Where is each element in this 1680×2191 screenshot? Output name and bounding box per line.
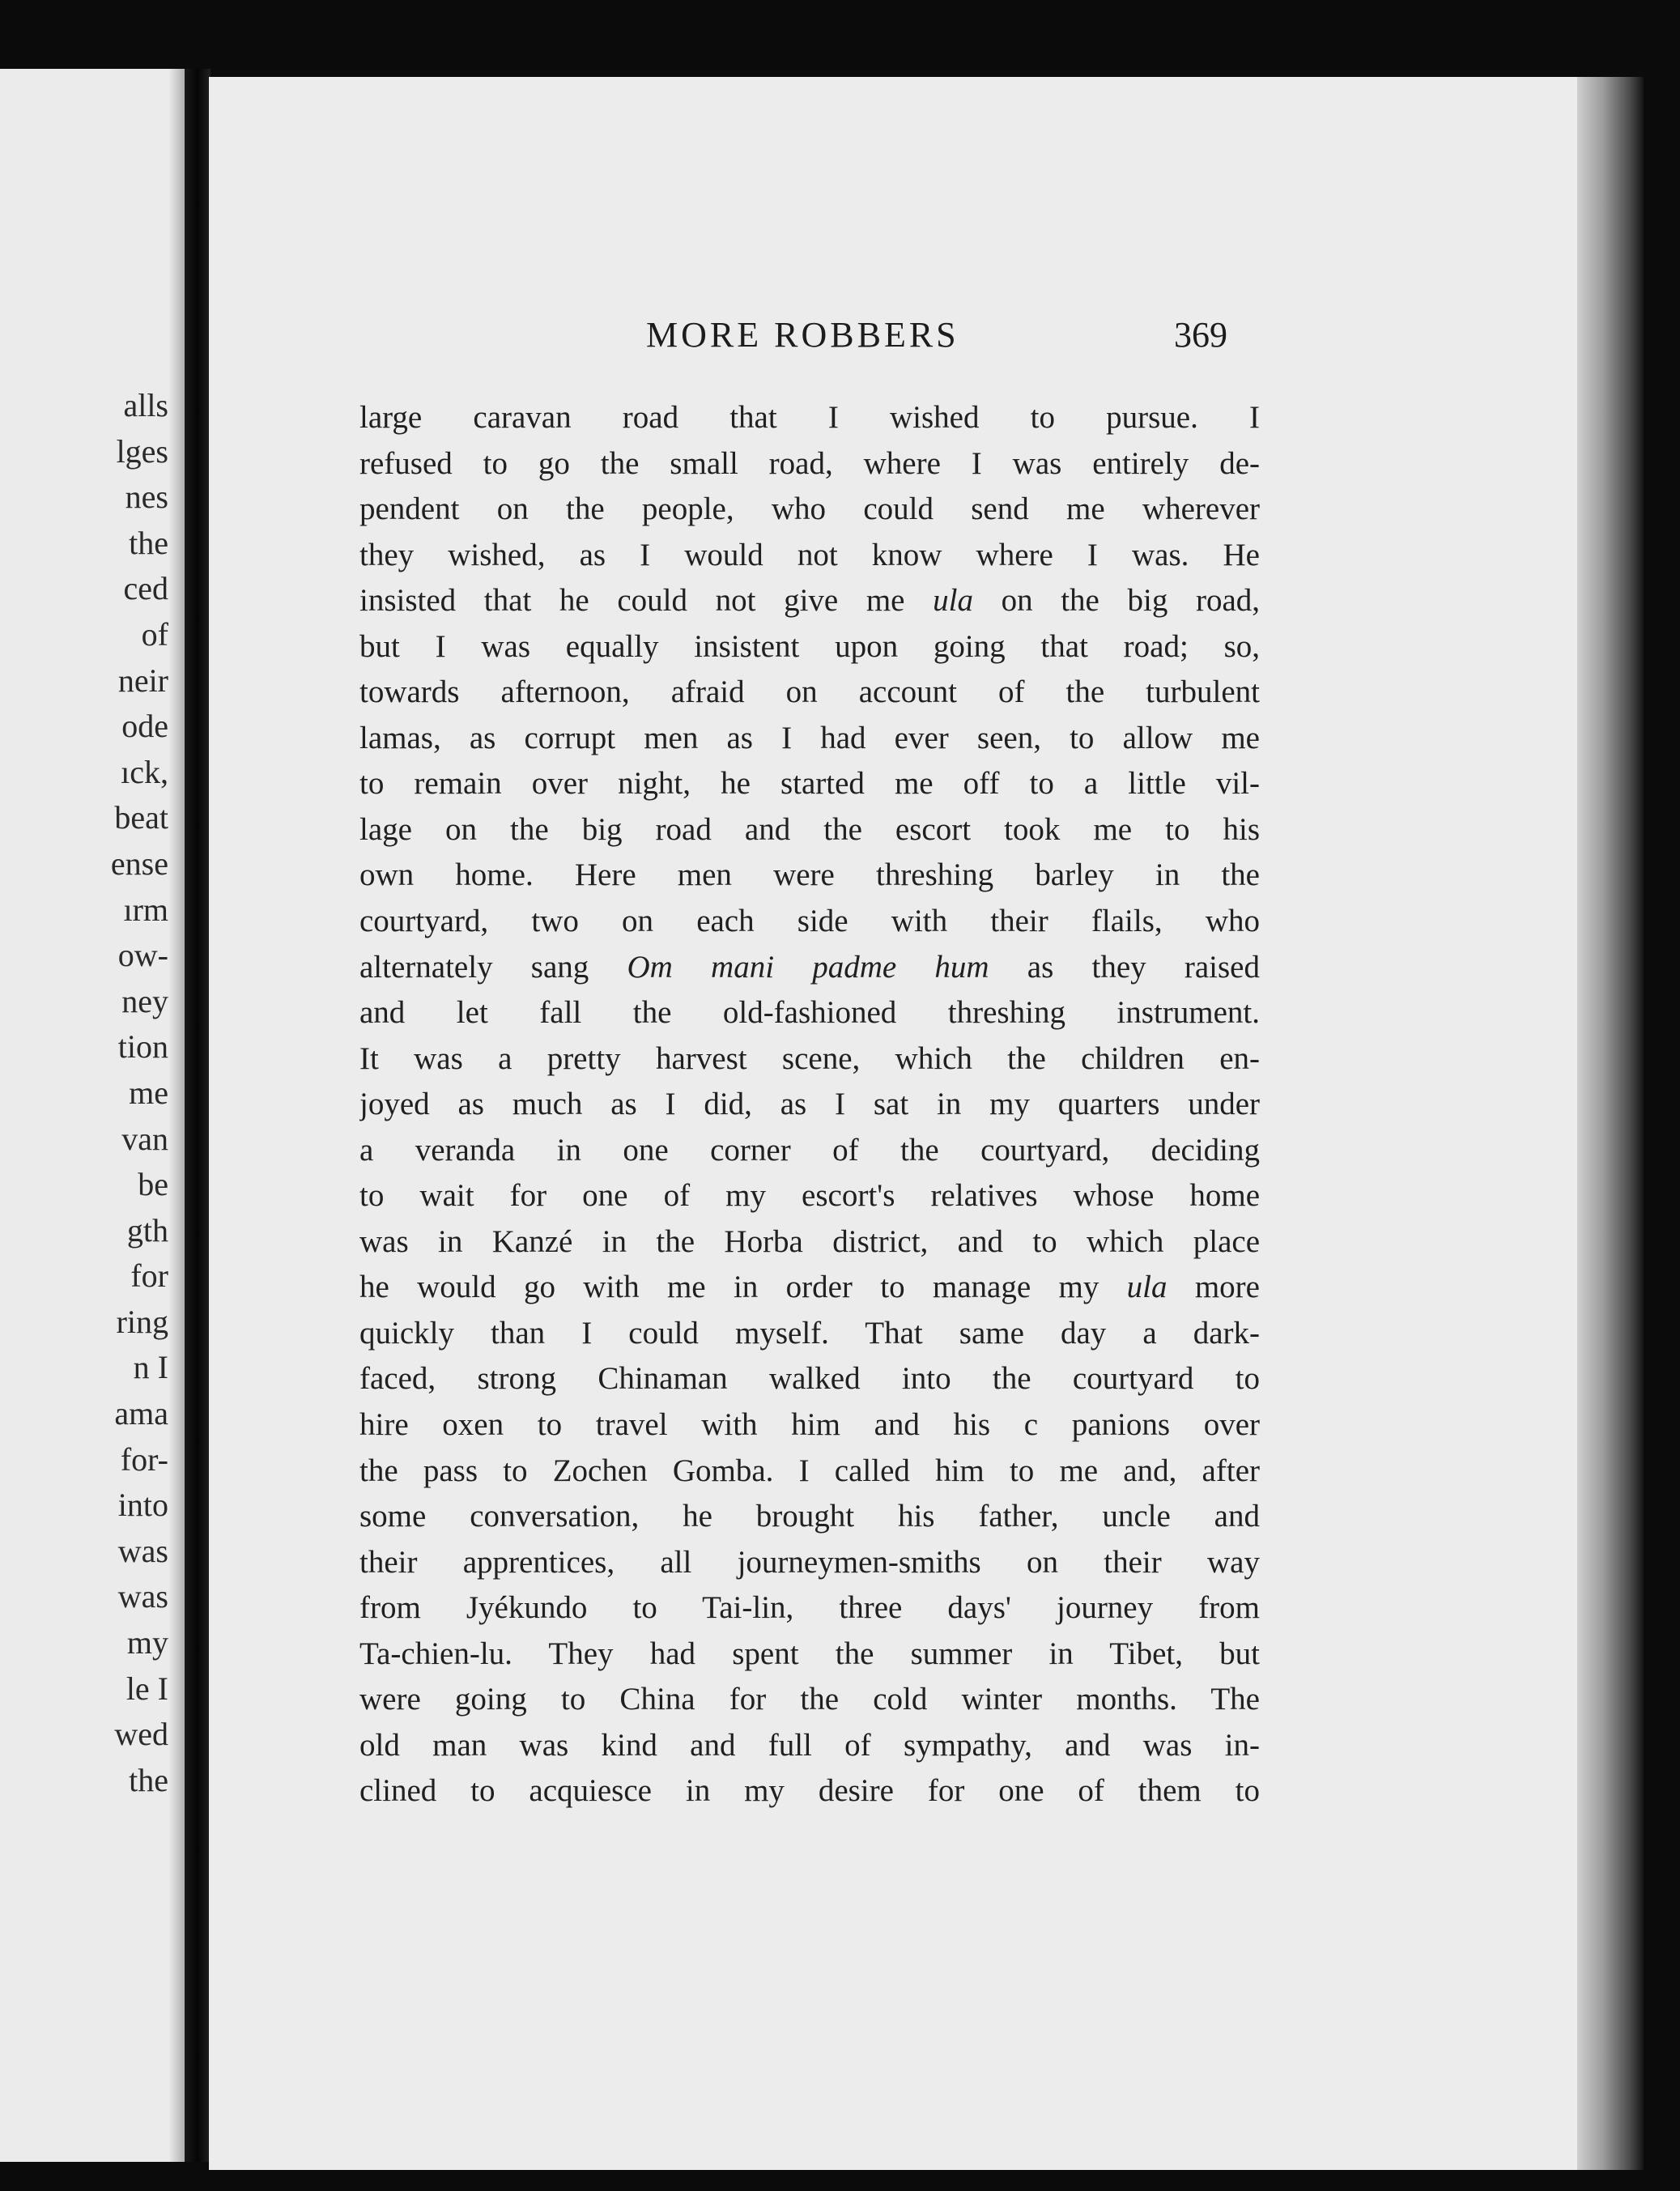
page-edge-stack bbox=[1577, 77, 1644, 2170]
text-line: they wished, as I would not know where I was. He bbox=[359, 537, 1260, 572]
left-fragment-line: was bbox=[117, 1578, 168, 1615]
page-number: 369 bbox=[1174, 315, 1227, 355]
left-fragment-line: the bbox=[129, 1761, 168, 1798]
text-line: pendent on the people, who could send me wherever bbox=[359, 491, 1260, 527]
text-line: and let fall the old-fashioned threshing instrument. bbox=[359, 995, 1260, 1031]
text-line: alternately sang Om mani padme hum as they raised bbox=[359, 949, 1260, 985]
text-line: hire oxen to travel with him and his c panions over bbox=[359, 1407, 1260, 1443]
text-line: lage on the big road and the escort took me to his bbox=[359, 811, 1260, 847]
text-line: courtyard, two on each side with their flails, who bbox=[359, 904, 1260, 939]
text-line: he would go with me in order to manage my ula more bbox=[359, 1270, 1260, 1305]
text-line: their apprentices, all journeymen-smiths on their way bbox=[359, 1544, 1260, 1580]
running-head-title: MORE ROBBERS bbox=[646, 315, 959, 355]
left-fragment-line: ow- bbox=[117, 937, 168, 974]
left-fragment-line: ring bbox=[116, 1303, 168, 1340]
text-line: to remain over night, he started me off to a little vil- bbox=[359, 766, 1260, 802]
left-fragment-line: ced bbox=[123, 570, 168, 607]
text-line: large caravan road that I wished to pursue. I bbox=[359, 400, 1260, 435]
text-line: clined to acquiesce in my desire for one of them to bbox=[359, 1773, 1260, 1809]
left-fragment-line: ıck, bbox=[121, 753, 168, 790]
left-fragment-line: le I bbox=[125, 1670, 168, 1707]
text-line: quickly than I could myself. That same day a dark- bbox=[359, 1315, 1260, 1351]
text-line: It was a pretty harvest scene, which the children en- bbox=[359, 1040, 1260, 1076]
text-line: but I was equally insistent upon going that road; so, bbox=[359, 628, 1260, 664]
left-fragment-line: for- bbox=[120, 1440, 168, 1478]
text-line: to wait for one of my escort's relatives whose home bbox=[359, 1178, 1260, 1214]
text-line: joyed as much as I did, as I sat in my quarters under bbox=[359, 1087, 1260, 1122]
left-fragment-line: be bbox=[138, 1166, 168, 1203]
left-fragment-line: me bbox=[129, 1074, 168, 1111]
body-text bbox=[359, 395, 1260, 1814]
left-fragment-line: beat bbox=[114, 799, 168, 836]
left-fragment-line: for bbox=[130, 1257, 168, 1295]
left-fragment-line: was bbox=[117, 1532, 168, 1569]
left-fragment-line: into bbox=[117, 1487, 168, 1524]
left-fragment-line: van bbox=[121, 1120, 168, 1157]
text-line: towards afternoon, afraid on account of the turbulent bbox=[359, 674, 1260, 710]
left-page-text-fragments bbox=[111, 383, 168, 1803]
text-line: was in Kanzé in the Horba district, and to which place bbox=[359, 1223, 1260, 1259]
left-fragment-line: gth bbox=[126, 1211, 168, 1249]
text-line: some conversation, he brought his father, uncle and bbox=[359, 1499, 1260, 1534]
left-fragment-line: ırm bbox=[123, 891, 168, 928]
left-fragment-line: lges bbox=[116, 432, 168, 470]
left-fragment-line: ode bbox=[121, 708, 168, 745]
left-fragment-line: ama bbox=[114, 1395, 168, 1432]
left-fragment-line: the bbox=[129, 524, 168, 561]
text-line: lamas, as corrupt men as I had ever seen, to allow me bbox=[359, 720, 1260, 755]
left-page-shadow bbox=[168, 69, 185, 2162]
left-fragment-line: nes bbox=[125, 479, 168, 516]
left-fragment-line: of bbox=[141, 615, 168, 653]
text-line: refused to go the small road, where I was entirely de- bbox=[359, 445, 1260, 481]
left-fragment-line: tion bbox=[117, 1028, 168, 1066]
left-fragment-line: alls bbox=[123, 387, 168, 423]
text-line: own home. Here men were threshing barley in the bbox=[359, 857, 1260, 893]
left-fragment-line: ney bbox=[121, 982, 168, 1019]
left-fragment-line: my bbox=[126, 1624, 168, 1661]
left-fragment-line: wed bbox=[114, 1716, 168, 1753]
book-gutter bbox=[185, 69, 211, 2162]
text-line: a veranda in one corner of the courtyard, deciding bbox=[359, 1132, 1260, 1168]
text-line: the pass to Zochen Gomba. I called him to me and, after bbox=[359, 1453, 1260, 1488]
left-fragment-line: ense bbox=[110, 844, 168, 882]
left-facing-page bbox=[0, 69, 185, 2162]
text-line: Ta-chien-lu. They had spent the summer in Tibet, but bbox=[359, 1636, 1260, 1671]
text-line: faced, strong Chinaman walked into the courtyard to bbox=[359, 1361, 1260, 1397]
left-fragment-line: neir bbox=[117, 662, 168, 699]
left-fragment-line: n I bbox=[133, 1349, 168, 1386]
text-line: from Jyékundo to Tai-lin, three days' journey from bbox=[359, 1590, 1260, 1626]
text-line: old man was kind and full of sympathy, and was in- bbox=[359, 1727, 1260, 1763]
text-line: were going to China for the cold winter months. The bbox=[359, 1682, 1260, 1717]
text-line: insisted that he could not give me ula on the big road, bbox=[359, 583, 1260, 619]
